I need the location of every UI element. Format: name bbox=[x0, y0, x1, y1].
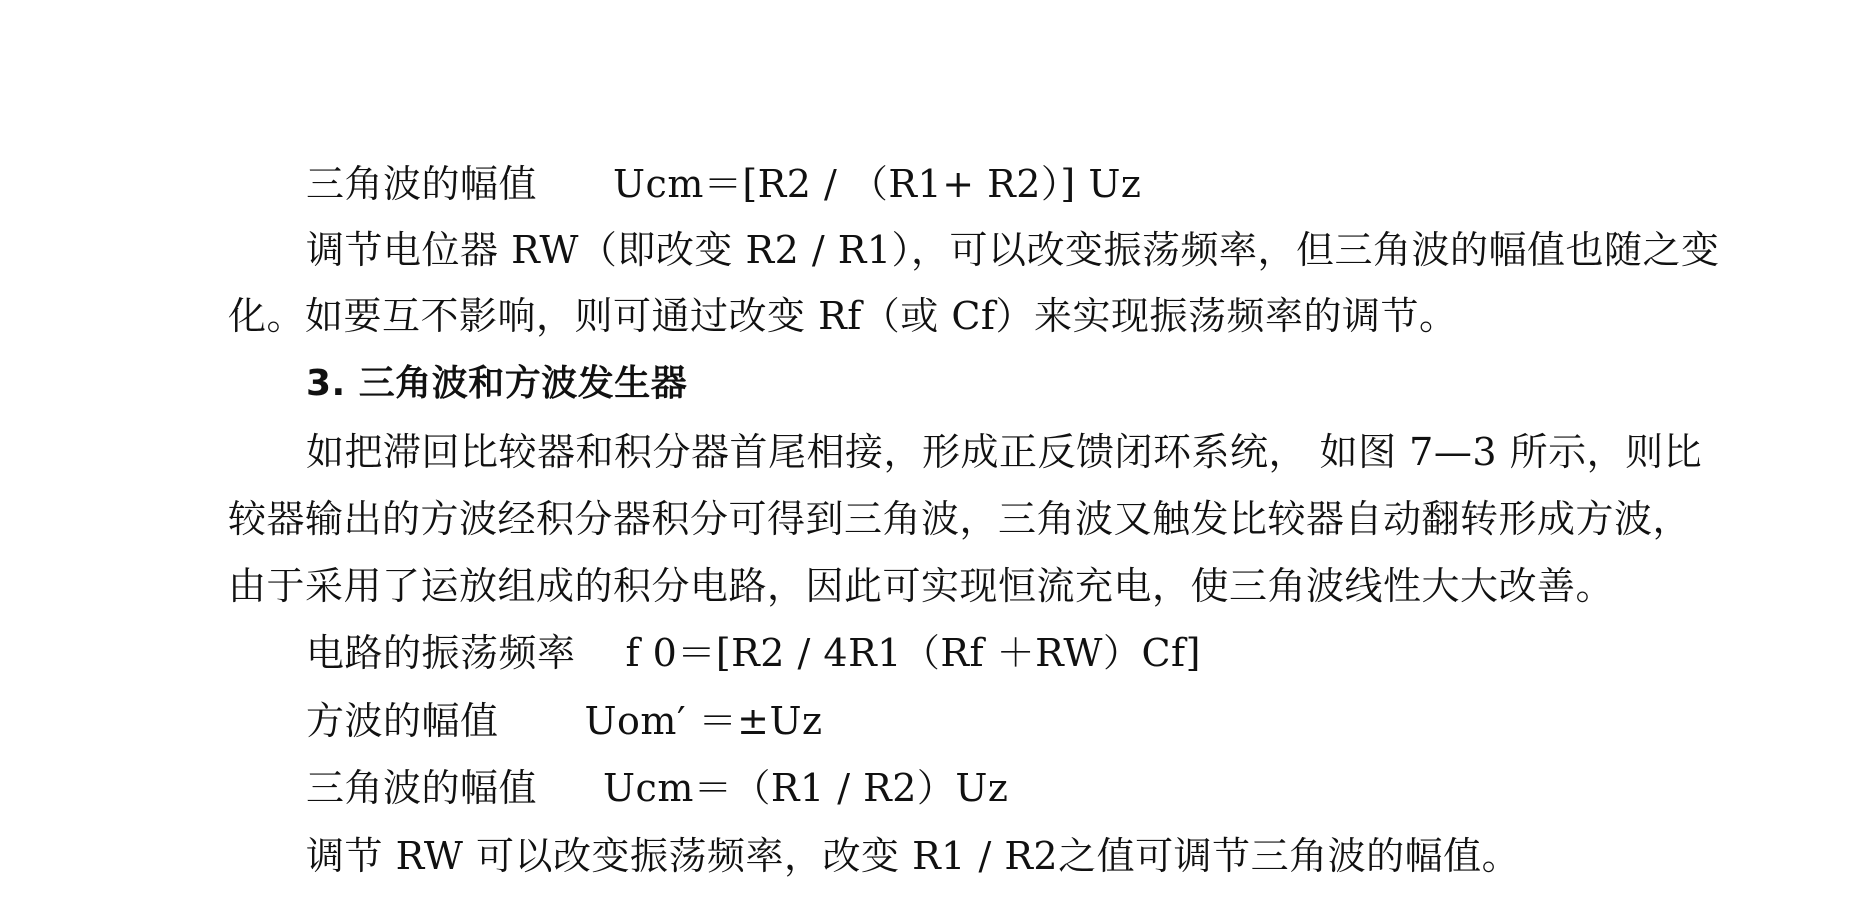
paragraph-text: 调节电位器 RW（即改变 R2 / R1），可以改变振荡频率，但三角波的幅值也随之变 bbox=[306, 228, 1720, 272]
section-heading-text: 3. 三角波和方波发生器 bbox=[306, 363, 688, 404]
square-amplitude-formula-line bbox=[306, 697, 823, 745]
paragraph-line bbox=[228, 292, 1457, 340]
paragraph-text: 调节 RW 可以改变振荡频率，改变 R1 / R2之值可调节三角波的幅值。 bbox=[306, 834, 1521, 878]
formula-label: 三角波的幅值 bbox=[306, 162, 538, 206]
formula-label: 方波的幅值 bbox=[306, 699, 499, 743]
paragraph-line bbox=[228, 562, 1614, 610]
paragraph-line bbox=[228, 495, 1691, 543]
paragraph-text: 如把滞回比较器和积分器首尾相接，形成正反馈闭环系统， 如图 7—3 所示，则比 bbox=[306, 430, 1703, 474]
formula-label: 电路的振荡频率 bbox=[306, 631, 576, 675]
paragraph-text: 化。如要互不影响，则可通过改变 Rf（或 Cf）来实现振荡频率的调节。 bbox=[228, 294, 1458, 338]
oscillation-frequency-formula-line bbox=[306, 629, 1201, 677]
formula-expression: Ucm＝（R1 / R2）Uz bbox=[603, 766, 1009, 810]
triangle-amplitude-formula-line bbox=[306, 160, 1141, 208]
formula-expression: Ucm＝[R2 / （R1+ R2）] Uz bbox=[613, 162, 1142, 206]
formula-label: 三角波的幅值 bbox=[306, 766, 538, 810]
formula-expression: Uom′ ＝±Uz bbox=[584, 699, 823, 743]
paragraph-line bbox=[306, 428, 1702, 476]
paragraph-line bbox=[306, 226, 1720, 274]
formula-expression: f 0＝[R2 / 4R1（Rf ＋RW）Cf] bbox=[625, 631, 1201, 675]
paragraph-line bbox=[306, 832, 1520, 880]
triangle-amplitude-formula-line-2 bbox=[306, 764, 1008, 812]
paragraph-text: 由于采用了运放组成的积分电路，因此可实现恒流充电，使三角波线性大大改善。 bbox=[228, 564, 1615, 608]
section-heading bbox=[306, 360, 687, 408]
paragraph-text: 较器输出的方波经积分器积分可得到三角波，三角波又触发比较器自动翻转形成方波， bbox=[228, 497, 1692, 541]
